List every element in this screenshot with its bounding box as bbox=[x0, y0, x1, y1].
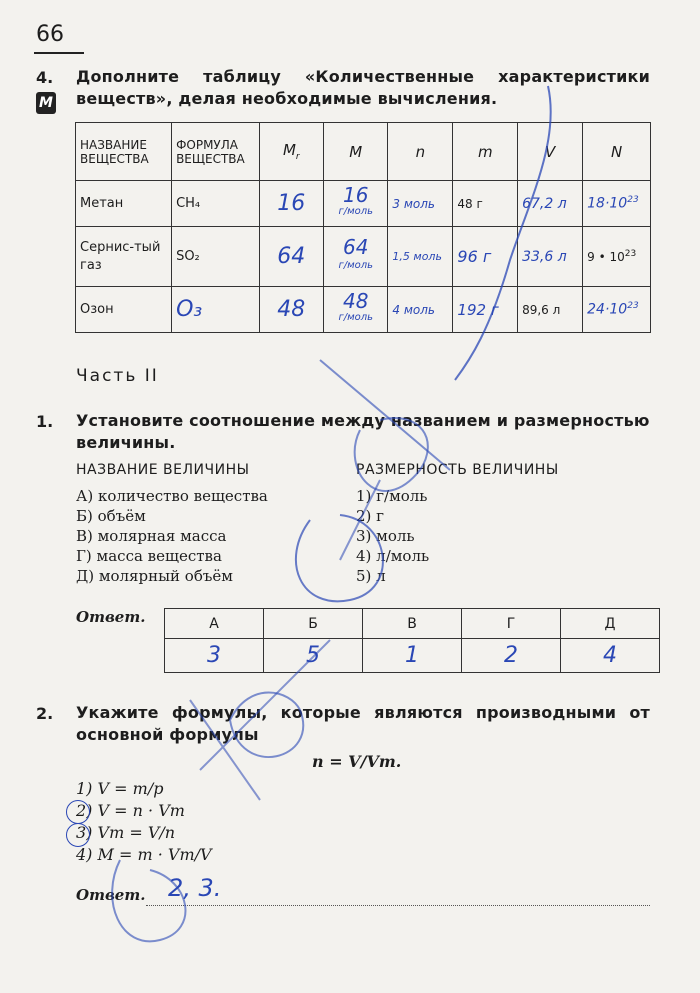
header-cell-mr: $M_r$ bbox=[259, 123, 324, 181]
list-item: Г) масса вещества bbox=[76, 547, 222, 565]
cell-formula: O₃ bbox=[172, 287, 259, 333]
q4-number: 4. bbox=[36, 68, 54, 87]
q2-number: 2. bbox=[36, 704, 54, 723]
cell-formula: SO₂ bbox=[172, 227, 259, 287]
answer-value[interactable]: 5 bbox=[264, 639, 363, 673]
cell-m: 64 г/моль bbox=[324, 227, 388, 287]
q1-answer-label: Ответ. bbox=[76, 608, 146, 626]
section-title: Часть II bbox=[76, 366, 159, 386]
header-cell: НАЗВАНИЕ ВЕЩЕСТВА bbox=[76, 123, 172, 181]
cell-mr: 64 bbox=[259, 227, 324, 287]
answer-value[interactable]: 4 bbox=[561, 639, 660, 673]
answer-letter: В bbox=[363, 609, 462, 639]
left-column-header: НАЗВАНИЕ ВЕЛИЧИНЫ bbox=[76, 462, 250, 478]
list-item: Д) молярный объём bbox=[76, 567, 233, 585]
list-item: 1) г/моль bbox=[356, 487, 428, 505]
answer-value[interactable]: 3 bbox=[165, 639, 264, 673]
cell-n: 1,5 моль bbox=[388, 227, 453, 287]
header-cell: ФОРМУЛА ВЕЩЕСТВА bbox=[172, 123, 259, 181]
list-item: 3) моль bbox=[356, 527, 415, 545]
header-cell: m bbox=[453, 123, 518, 181]
header-cell: M bbox=[324, 123, 388, 181]
answer-letter: А bbox=[165, 609, 264, 639]
cell-mr: 16 bbox=[259, 181, 324, 227]
cell-count: $24\cdot 10^{23}$ bbox=[583, 287, 651, 333]
right-column-header: РАЗМЕРНОСТЬ ВЕЛИЧИНЫ bbox=[356, 462, 559, 478]
q2-answer-label: Ответ. bbox=[76, 886, 146, 904]
list-item: А) количество вещества bbox=[76, 487, 268, 505]
cell-volume: 89,6 л bbox=[518, 287, 583, 333]
cell-mass: 48 г bbox=[453, 181, 518, 227]
header-cell: V bbox=[518, 123, 583, 181]
q2-answer-value[interactable]: 2, 3. bbox=[168, 874, 222, 902]
main-formula: n = V/Vm. bbox=[312, 752, 402, 771]
cell-n: 4 моль bbox=[388, 287, 453, 333]
q1-text: Установите соотношение между названием и размерностью величины. bbox=[76, 411, 650, 452]
cell-m: 48 г/моль bbox=[324, 287, 388, 333]
cell-mass: 192 г bbox=[453, 287, 518, 333]
cell-volume: 67,2 л bbox=[518, 181, 583, 227]
list-item: Б) объём bbox=[76, 507, 146, 525]
cell-name: Озон bbox=[76, 287, 172, 333]
cell-name: Сернис-тый газ bbox=[76, 227, 172, 287]
list-item: 4) л/моль bbox=[356, 547, 430, 565]
header-cell: n bbox=[388, 123, 453, 181]
list-item: 5) л bbox=[356, 567, 386, 585]
cell-mass: 96 г bbox=[453, 227, 518, 287]
difficulty-badge-icon: М bbox=[36, 92, 56, 114]
formula-option[interactable]: 3) Vm = V/n bbox=[76, 823, 176, 842]
q2-text: Укажите формулы, которые являются производными от основной формулы bbox=[76, 703, 650, 744]
formula-option[interactable]: 2) V = n · Vm bbox=[76, 801, 185, 820]
page-number: 66 bbox=[36, 22, 64, 47]
answer-value[interactable]: 1 bbox=[363, 639, 462, 673]
cell-n: 3 моль bbox=[388, 181, 453, 227]
formula-option[interactable]: 1) V = m/p bbox=[76, 779, 164, 798]
q4-text: Дополните таблицу «Количественные характеристики веществ», делая необходимые вычисления. bbox=[76, 67, 650, 108]
answer-letter: Д bbox=[561, 609, 660, 639]
cell-count: $18\cdot 10^{23}$ bbox=[583, 181, 651, 227]
cell-m: 16 г/моль bbox=[324, 181, 388, 227]
answer-value[interactable]: 2 bbox=[462, 639, 561, 673]
cell-volume: 33,6 л bbox=[518, 227, 583, 287]
cell-formula: CH₄ bbox=[172, 181, 259, 227]
answer-letter: Г bbox=[462, 609, 561, 639]
list-item: В) молярная масса bbox=[76, 527, 227, 545]
list-item: 2) г bbox=[356, 507, 385, 525]
formula-option[interactable]: 4) M = m · Vm/V bbox=[76, 845, 212, 864]
cell-name: Метан bbox=[76, 181, 172, 227]
header-cell: N bbox=[583, 123, 651, 181]
answer-letter: Б bbox=[264, 609, 363, 639]
cell-count: 9 • $10^{23}$ bbox=[583, 227, 651, 287]
cell-mr: 48 bbox=[259, 287, 324, 333]
q1-number: 1. bbox=[36, 412, 54, 431]
